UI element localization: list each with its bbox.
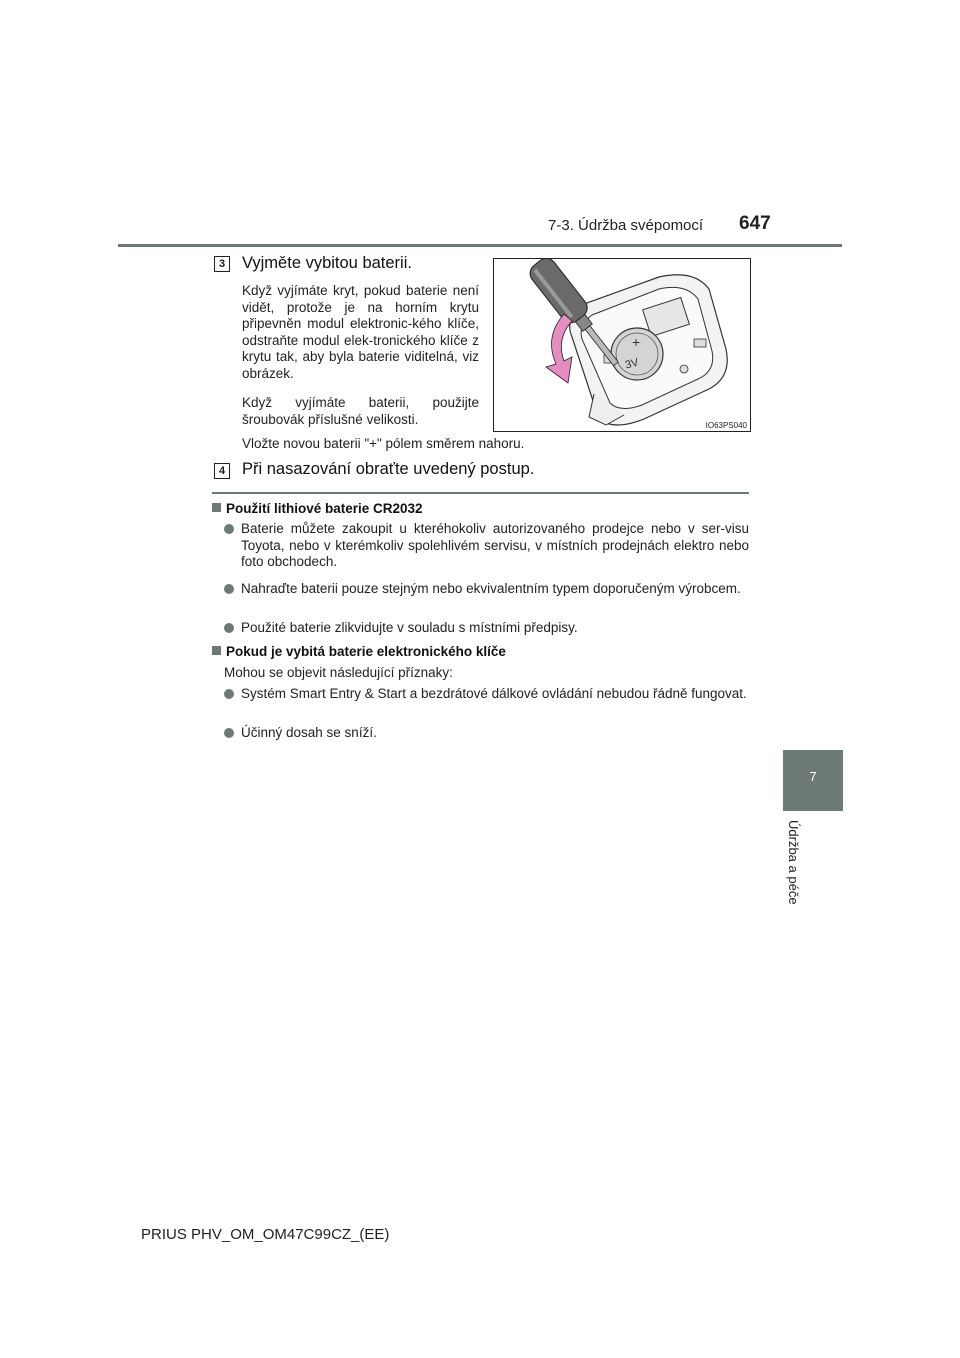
- battery-voltage-label: 3V: [623, 356, 641, 372]
- rotation-arrow-icon: [546, 314, 572, 383]
- list-item: [224, 620, 749, 637]
- step-4-title: Při nasazování obraťte uvedený postup.: [242, 460, 535, 478]
- list-item: [224, 725, 749, 742]
- chapter-tab: [783, 750, 843, 811]
- list-item: [224, 521, 749, 571]
- step-3-paragraph-3: Vložte novou baterii "+" pólem směrem nahoru.: [242, 436, 525, 451]
- page-number: 647: [739, 213, 771, 234]
- step-4-number: 4: [214, 463, 230, 479]
- list-item-text: Systém Smart Entry & Start a bezdrátové dálkové ovládání nebudou řádně fungovat.: [241, 686, 747, 701]
- step-3-paragraph-1: Když vyjímáte kryt, pokud baterie není vidět, protože je na horním krytu připevněn modul elektronic-kého klíče, odstraňte modul elek-tronického klíče z krytu tak, aby byla baterie viditelná, viz obrázek.: [242, 283, 479, 381]
- list-item: [224, 581, 749, 598]
- step-3-number: 3: [214, 256, 230, 272]
- note-heading-depleted: [212, 644, 506, 659]
- note-heading-text: Použití lithiové baterie CR2032: [226, 501, 423, 516]
- list-item-text: Baterie můžete zakoupit u kteréhokoliv autorizovaného prodejce nebo v ser-visu Toyota, nebo v kterémkoliv spolehlivém servisu, v místních prodejnách elektro nebo foto obchodech.: [241, 521, 749, 569]
- circle-bullet-icon: [224, 584, 234, 594]
- figure-code: IO63PS040: [705, 421, 747, 430]
- list-item: [224, 686, 749, 703]
- list-item-text: Nahraďte baterii pouze stejným nebo ekvivalentním typem doporučeným výrobcem.: [241, 581, 741, 596]
- square-bullet-icon: [212, 646, 221, 655]
- note-heading-text: Pokud je vybitá baterie elektronického klíče: [226, 644, 506, 659]
- note-heading-lithium: [212, 501, 423, 516]
- circle-bullet-icon: [224, 524, 234, 534]
- battery-removal-figure: [493, 258, 751, 432]
- list-item-text: Použité baterie zlikvidujte v souladu s místními předpisy.: [241, 620, 578, 635]
- circle-bullet-icon: [224, 728, 234, 738]
- step-3-paragraph-2: Když vyjímáte baterii, použijte šroubovák příslušné velikosti.: [242, 395, 479, 427]
- chapter-number: 7: [809, 769, 817, 784]
- circle-bullet-icon: [224, 689, 234, 699]
- circle-bullet-icon: [224, 623, 234, 633]
- document-id: PRIUS PHV_OM_OM47C99CZ_(EE): [141, 1226, 390, 1243]
- note-intro: Mohou se objevit následující příznaky:: [224, 665, 453, 680]
- step-3-title: Vyjměte vybitou baterii.: [242, 254, 412, 272]
- section-title: 7-3. Údržba svépomocí: [548, 217, 704, 234]
- battery-plus-label: +: [632, 334, 641, 350]
- square-bullet-icon: [212, 503, 221, 512]
- section-divider: [212, 492, 749, 494]
- chapter-title: Údržba a péče: [786, 820, 801, 905]
- key-illustration: [494, 259, 750, 431]
- header-rule: [118, 244, 842, 247]
- list-item-text: Účinný dosah se sníží.: [241, 725, 377, 740]
